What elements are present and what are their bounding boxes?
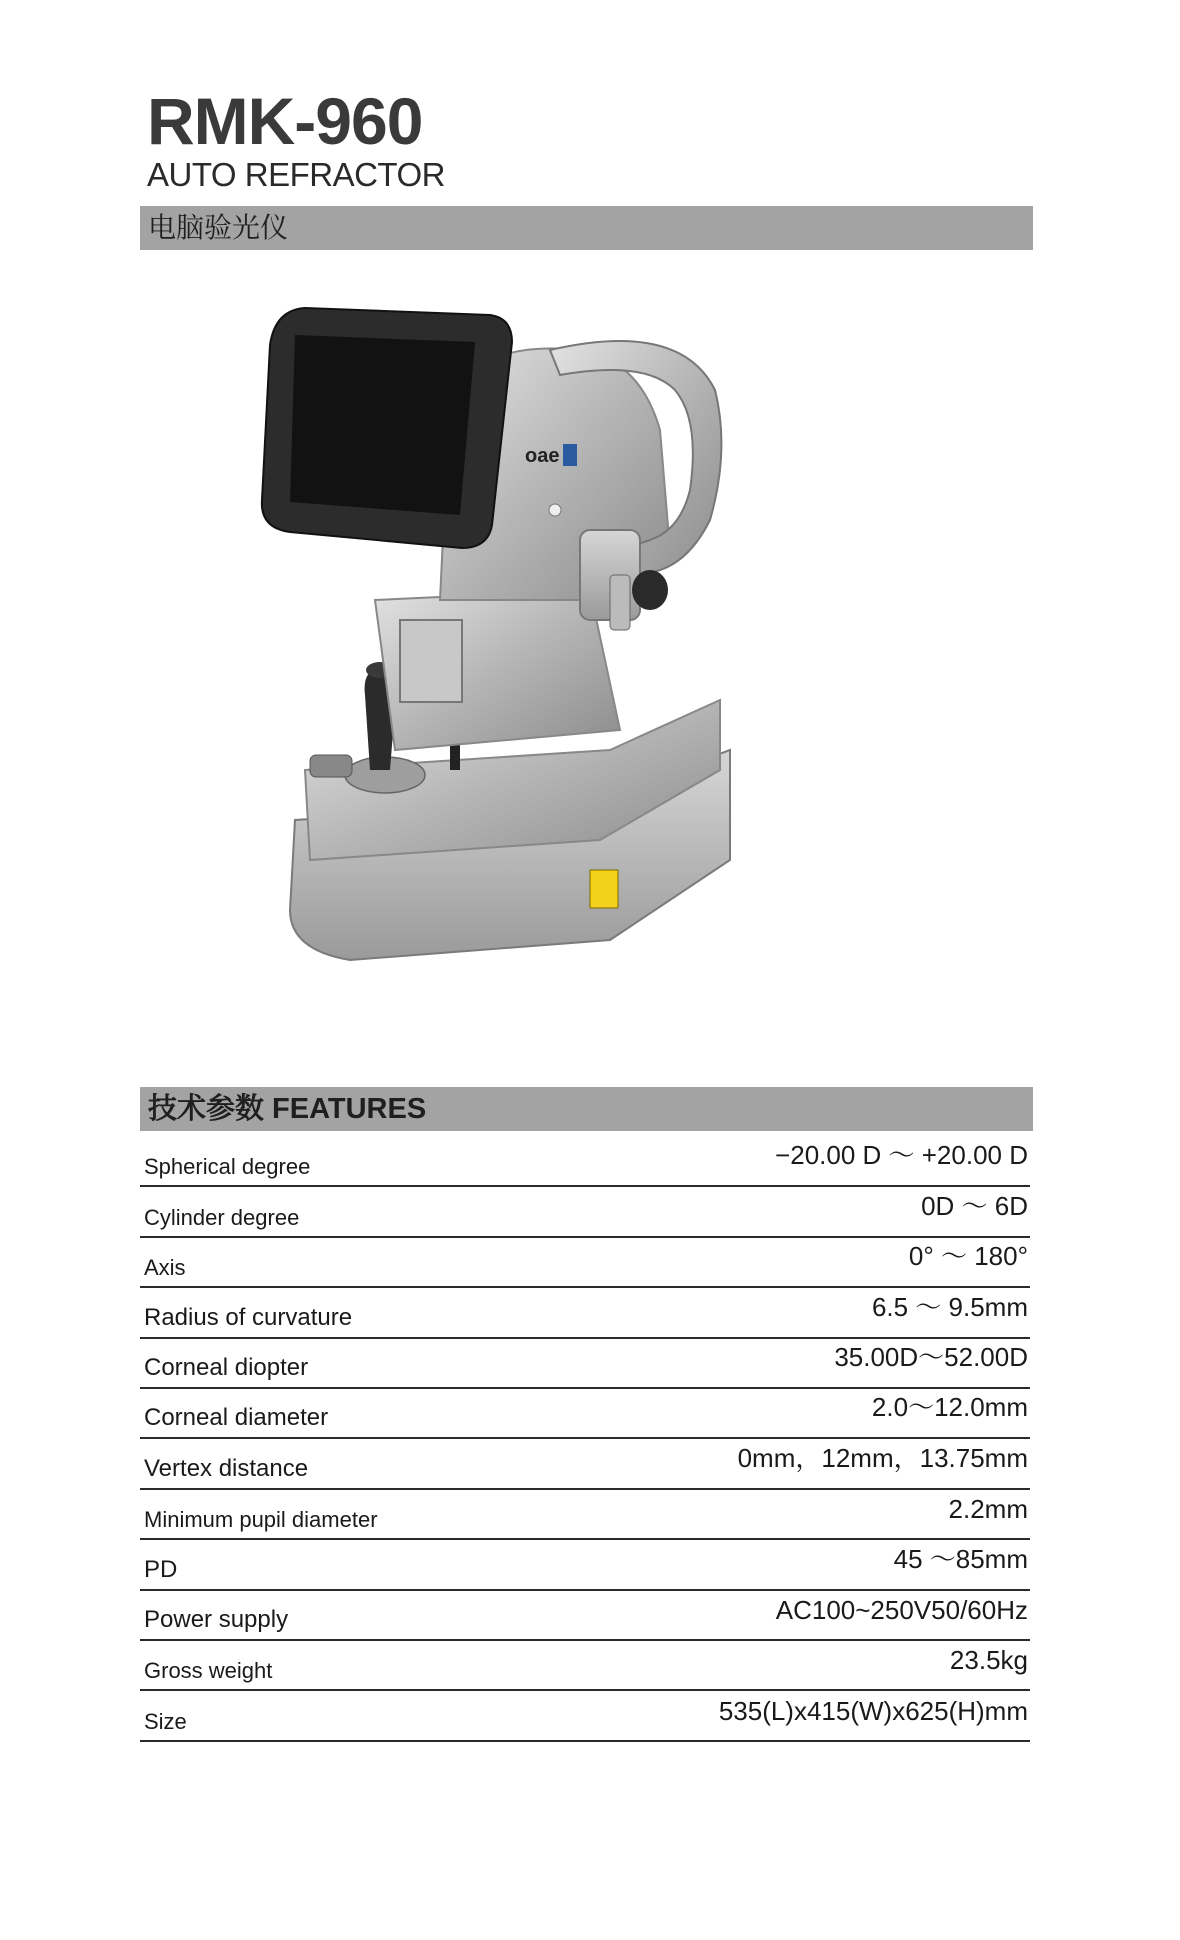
spec-label: Corneal diameter — [144, 1404, 329, 1432]
spec-value: 535(L)x415(W)x625(H)mm — [718, 1695, 1028, 1726]
chinese-title-band — [140, 206, 1033, 250]
spec-row-minimum-pupil-diameter — [140, 1490, 1030, 1540]
spec-value: 0mm，12mm，13.75mm — [737, 1442, 1028, 1473]
product-type: AUTO REFRACTOR — [147, 156, 445, 193]
spec-row-corneal-diameter — [140, 1389, 1030, 1439]
spec-row-power-supply — [140, 1591, 1030, 1641]
spec-value: 23.5kg — [949, 1645, 1028, 1676]
spec-label: Vertex distance — [144, 1454, 309, 1482]
model-title: RMK-960 — [147, 84, 423, 158]
features-table — [140, 1137, 1030, 1742]
spec-row-size — [140, 1691, 1030, 1741]
spec-row-axis — [140, 1238, 1030, 1288]
spec-label: Gross weight — [144, 1658, 273, 1684]
spec-row-corneal-diopter — [140, 1339, 1030, 1389]
spec-label: Cylinder degree — [144, 1204, 300, 1230]
features-heading-band — [140, 1087, 1033, 1131]
spec-value: 45 ～85mm — [893, 1543, 1028, 1574]
spec-label: Spherical degree — [144, 1154, 311, 1180]
spec-row-pd — [140, 1540, 1030, 1590]
spec-value: 0° ～ 180° — [908, 1241, 1028, 1272]
spec-row-cylinder-degree — [140, 1187, 1030, 1237]
chinese-title: 电脑验光仪 — [148, 212, 289, 243]
spec-value: 2.2mm — [948, 1494, 1028, 1525]
spec-row-spherical-degree — [140, 1137, 1030, 1187]
spec-row-gross-weight — [140, 1641, 1030, 1691]
spec-value: 0D ～ 6D — [921, 1190, 1028, 1221]
spec-row-vertex-distance — [140, 1439, 1030, 1489]
auto-refractor-device-illustration — [250, 300, 840, 980]
brand-mark: oae — [525, 445, 560, 467]
spec-label: Radius of curvature — [144, 1303, 353, 1331]
spec-label: Corneal diopter — [144, 1353, 309, 1381]
spec-label: Minimum pupil diameter — [144, 1507, 378, 1533]
features-heading: 技术参数 FEATURES — [148, 1093, 427, 1125]
spec-value: 2.0～12.0mm — [871, 1392, 1028, 1423]
spec-value: 6.5 ～ 9.5mm — [871, 1291, 1028, 1322]
spec-label: PD — [144, 1555, 178, 1583]
spec-label: Size — [144, 1708, 187, 1734]
spec-label: Power supply — [144, 1605, 289, 1633]
spec-row-radius-of-curvature — [140, 1288, 1030, 1338]
spec-label: Axis — [144, 1255, 186, 1281]
spec-value: 35.00D～52.00D — [834, 1341, 1028, 1372]
spec-value: −20.00 D ～ +20.00 D — [775, 1140, 1028, 1171]
spec-value: AC100~250V50/60Hz — [775, 1594, 1028, 1625]
